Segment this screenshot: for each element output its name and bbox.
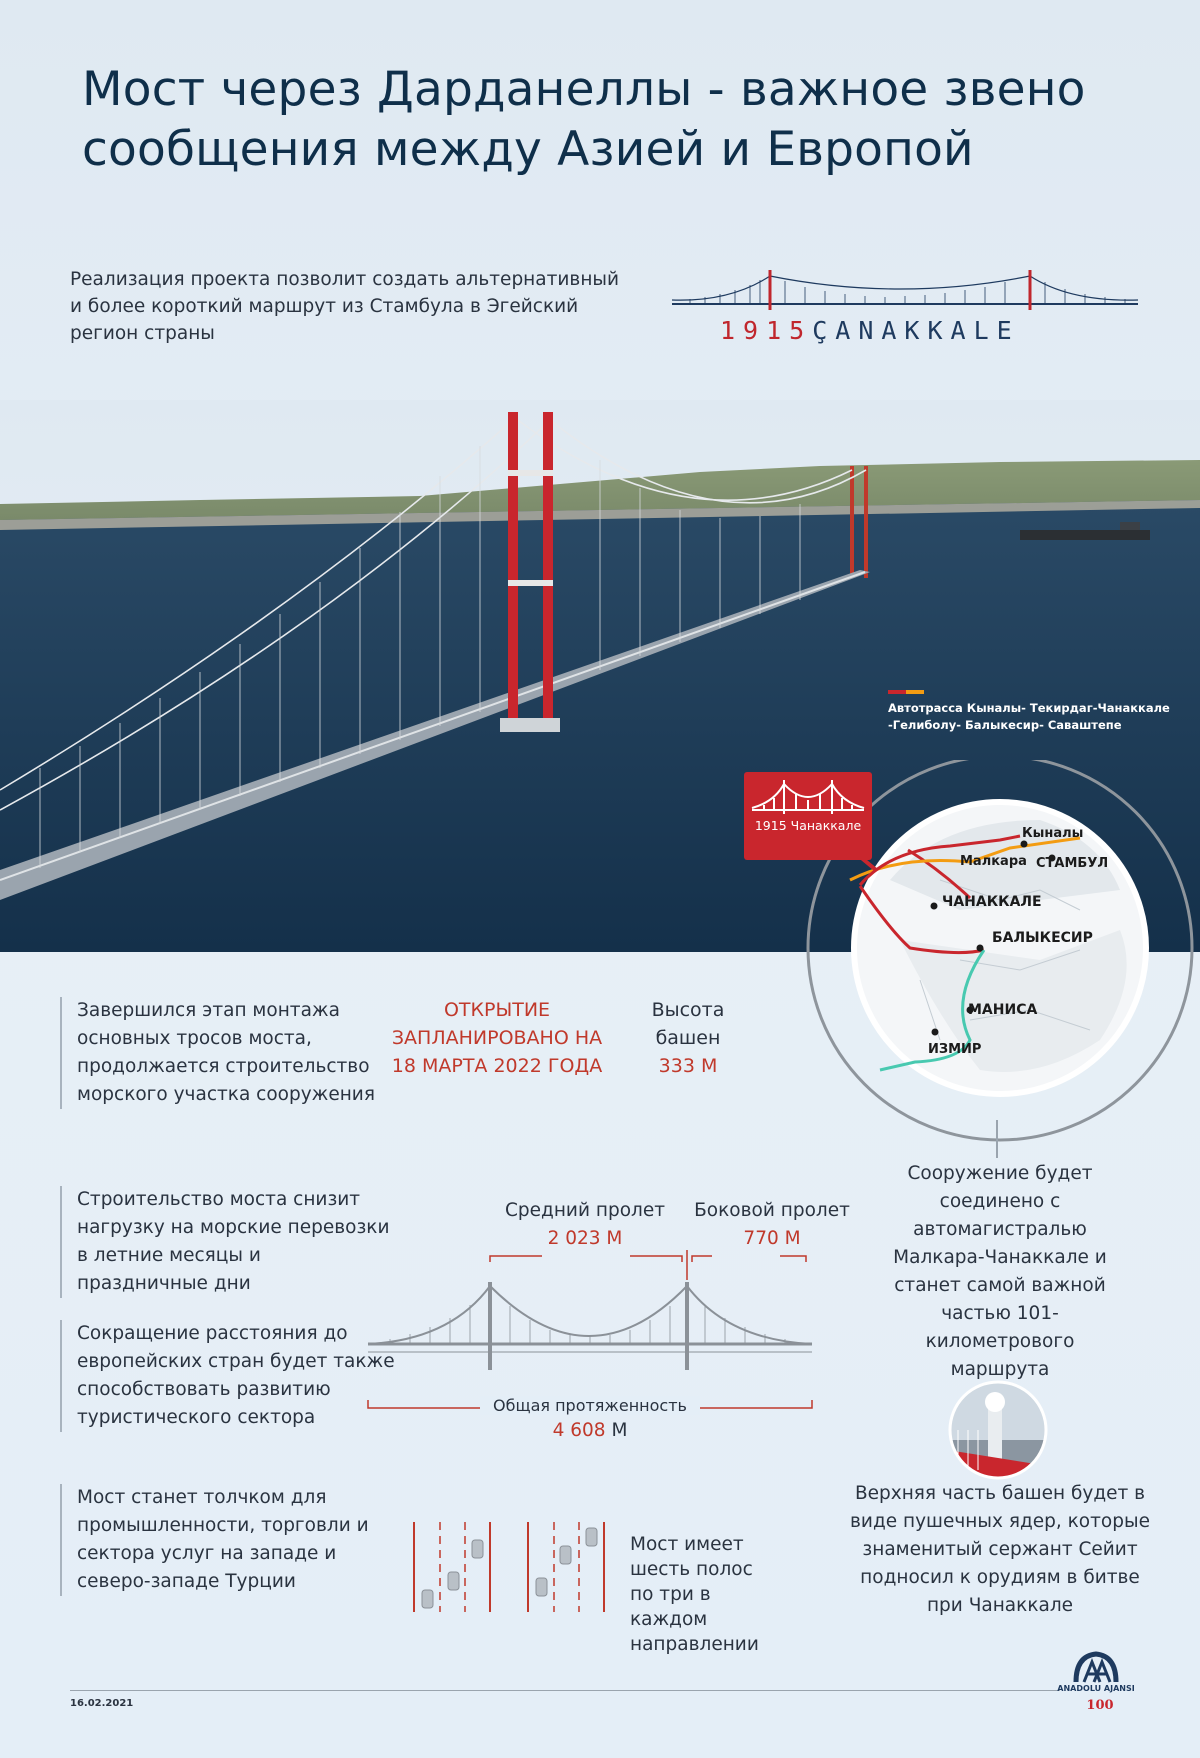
agency-name: ANADOLU AJANSI (1057, 1684, 1135, 1693)
logo-number: 1915 (720, 316, 813, 345)
mid-span-label: Средний пролет (505, 1200, 665, 1221)
logo-name: ÇANAKKALE (812, 316, 1020, 345)
city-label-canakkale: ЧАНАККАЛЕ (942, 894, 1042, 910)
map-connector-line (996, 1120, 998, 1158)
fact-tourism: Сокращение расстояния до европейских стран будет также способствовать развитию туристического сектора (60, 1320, 397, 1432)
tower-height-label: Высота башен (651, 999, 725, 1049)
connection-text: Сооружение будет соединено с автомагистралью Малкара-Чанаккале и станет самой важной частью 101-километрового маршрута (893, 1163, 1107, 1380)
page-title: Мост через Дарданеллы - важное звено сообщения между Азией и Европой (82, 62, 1086, 177)
map-badge (744, 772, 872, 860)
highway-legend-swatch (888, 690, 924, 694)
tower-top-photo (948, 1380, 1048, 1480)
fact-traffic: Строительство моста снизит нагрузку на морские перевозки в летние месяцы и праздничные дни (60, 1186, 397, 1298)
publication-date: 16.02.2021 (70, 1698, 134, 1709)
fact-cables: Завершился этап монтажа основных тросов моста, продолжается строительство морского участка сооружения (60, 997, 397, 1109)
tower-top-text: Верхняя часть башен будет в виде пушечных ядер, которые знаменитый сержант Сейит подносил к орудиям в битве при Чанаккале (850, 1483, 1150, 1616)
tower-height-value: 333 М (658, 1055, 718, 1077)
lanes-text: Мост имеет шесть полос по три в каждом направлении (630, 1534, 759, 1655)
mid-span-value: 2 023 М (547, 1228, 623, 1249)
footer-divider (70, 1690, 1060, 1691)
logo-wordmark (720, 316, 1100, 345)
total-length-unit: М (611, 1420, 628, 1441)
city-label-balikesir: БАЛЫКЕСИР (992, 930, 1093, 946)
total-length-value (480, 1420, 700, 1441)
city-label-malkara: Малкара (960, 854, 1027, 869)
bridge-diagram (360, 1250, 820, 1420)
side-span-value: 770 М (743, 1228, 801, 1249)
city-label-manisa: МАНИСА (968, 1002, 1038, 1018)
intro-text: Реализация проекта позволит создать альтернативный и более короткий маршрут из Стамбула в Эгейский регион страны (70, 269, 620, 344)
opening-date: ОТКРЫТИЕ ЗАПЛАНИРОВАНО НА 18 МАРТА 2022 ГОДА (391, 999, 603, 1077)
total-length-number: 4 608 (552, 1420, 606, 1441)
side-span-label: Боковой пролет (694, 1200, 850, 1221)
city-label-izmir: ИЗМИР (928, 1042, 982, 1057)
agency-anniversary: 100 (1086, 1698, 1114, 1713)
lanes-icon (410, 1520, 610, 1620)
fact-industry: Мост станет толчком для промышленности, торговли и сектора услуг на западе и северо-западе Турции (60, 1484, 397, 1596)
city-label-kynaly: Кыналы (1022, 826, 1084, 841)
bridge-badge-icon (744, 772, 872, 822)
map-badge-label: 1915 Чанаккале (754, 818, 862, 833)
highway-legend-text: Автотрасса Кыналы- Текирдаг-Чанаккале -Гелиболу- Балыкесир- Саваштепе (888, 701, 1170, 732)
total-length-label: Общая протяженность (480, 1396, 700, 1415)
city-label-istanbul: СТАМБУЛ (1036, 856, 1109, 871)
